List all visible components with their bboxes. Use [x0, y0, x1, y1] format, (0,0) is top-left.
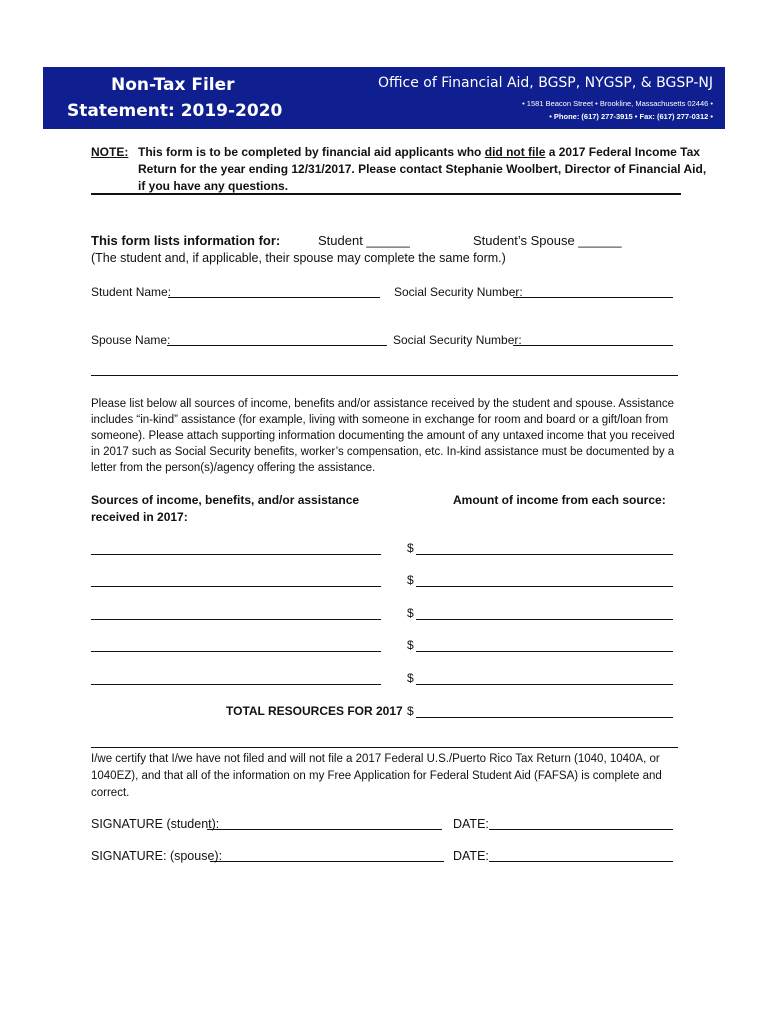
- form-for-hint: (The student and, if applicable, their spouse may complete the same form.): [91, 251, 506, 265]
- ssn-field-1[interactable]: [513, 297, 673, 298]
- note-line2: Return for the year ending 12/31/2017. Please contact Stephanie Woolbert, Director of Financial Aid,: [138, 162, 707, 176]
- source-field[interactable]: [91, 586, 381, 587]
- spouse-name-label: Spouse Name:: [91, 333, 171, 347]
- instructions-line: includes “in-kind” assistance (for example, living with someone in exchange for room and board or a gift/loan from: [91, 414, 669, 426]
- header-banner: [43, 67, 725, 129]
- total-dollar-sign: $: [407, 704, 414, 718]
- total-field[interactable]: [416, 717, 673, 718]
- dollar-sign: $: [407, 671, 414, 685]
- signature-spouse-field[interactable]: [210, 861, 444, 862]
- form-title-line2: Statement: 2019-2020: [67, 101, 283, 121]
- source-field[interactable]: [91, 651, 381, 652]
- office-address: • 1581 Beacon Street • Brookline, Massachusetts 02446 •: [522, 99, 713, 108]
- amount-field[interactable]: [416, 651, 673, 652]
- instructions-line: letter from the person(s)/agency offering the assistance.: [91, 462, 376, 474]
- dollar-sign: $: [407, 606, 414, 620]
- note-line3: if you have any questions.: [138, 179, 289, 193]
- ssn-label-1: Social Security Number:: [394, 285, 523, 299]
- ssn-label-2: Social Security Number:: [393, 333, 522, 347]
- signature-student-field[interactable]: [207, 829, 442, 830]
- note-line1: This form is to be completed by financial aid applicants who did not file a 2017 Federal Income Tax: [138, 145, 700, 159]
- certification-line: correct.: [91, 787, 130, 799]
- instructions-paragraph: [91, 396, 691, 476]
- date-field-2[interactable]: [489, 861, 673, 862]
- certification-line: I/we certify that I/we have not filed and will not file a 2017 Federal U.S./Puerto Rico Tax Return (1040, 1040A, or: [91, 753, 660, 765]
- certification-line: 1040EZ), and that all of the information on my Free Application for Federal Student Aid (FAFSA) is complete and: [91, 770, 662, 782]
- amount-header: Amount of income from each source:: [453, 493, 666, 507]
- date-field-1[interactable]: [489, 829, 673, 830]
- sources-header-line2: received in 2017:: [91, 510, 188, 524]
- amount-field[interactable]: [416, 684, 673, 685]
- section-divider: [91, 375, 678, 376]
- form-title-line1: Non-Tax Filer: [111, 75, 235, 95]
- form-for-label: This form lists information for:: [91, 233, 281, 248]
- dollar-sign: $: [407, 541, 414, 555]
- date-label-2: DATE:: [453, 849, 489, 863]
- student-checkbox-line[interactable]: Student ______: [318, 233, 410, 248]
- office-phone-fax: • Phone: (617) 277-3915 • Fax: (617) 277-0312 •: [549, 112, 713, 121]
- signature-spouse-label: SIGNATURE: (spouse):: [91, 849, 223, 863]
- spouse-name-field[interactable]: [167, 345, 387, 346]
- date-label-1: DATE:: [453, 817, 489, 831]
- certify-divider: [91, 747, 678, 748]
- note-label: NOTE:: [91, 145, 129, 159]
- dollar-sign: $: [407, 573, 414, 587]
- source-field[interactable]: [91, 554, 381, 555]
- instructions-line: Please list below all sources of income, benefits and/or assistance received by the student and spouse. Assistance: [91, 398, 674, 410]
- spouse-checkbox-line[interactable]: Student’s Spouse ______: [473, 233, 622, 248]
- student-name-field[interactable]: [168, 297, 380, 298]
- source-field[interactable]: [91, 684, 381, 685]
- instructions-line: someone). Please attach supporting information documenting the amount of any untaxed income that you received: [91, 430, 675, 442]
- amount-field[interactable]: [416, 619, 673, 620]
- ssn-field-2[interactable]: [513, 345, 673, 346]
- total-label: TOTAL RESOURCES FOR 2017: [226, 704, 403, 718]
- sources-header-line1: Sources of income, benefits, and/or assistance: [91, 493, 360, 507]
- office-name: Office of Financial Aid, BGSP, NYGSP, & BGSP-NJ: [377, 75, 713, 91]
- note-divider: [91, 193, 681, 195]
- amount-field[interactable]: [416, 554, 673, 555]
- amount-field[interactable]: [416, 586, 673, 587]
- source-field[interactable]: [91, 619, 381, 620]
- certification-paragraph: [91, 751, 691, 802]
- student-name-label: Student Name:: [91, 285, 172, 299]
- signature-student-label: SIGNATURE (student):: [91, 817, 220, 831]
- dollar-sign: $: [407, 638, 414, 652]
- instructions-line: in 2017 such as Social Security benefits, worker’s compensation, etc. In-kind assistance must be documented by a: [91, 446, 675, 458]
